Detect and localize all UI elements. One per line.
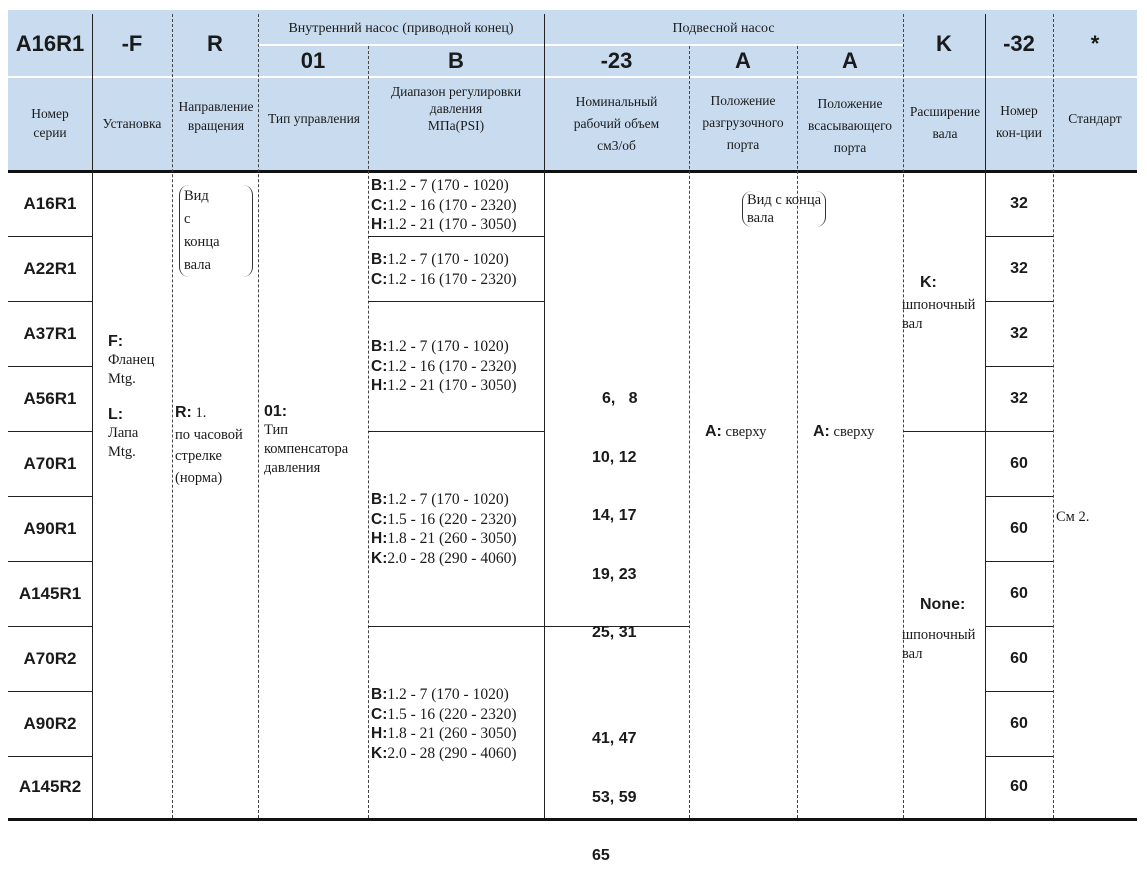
code-rotation: R bbox=[207, 31, 223, 56]
pressure-group bbox=[371, 250, 517, 289]
code-suction: A bbox=[842, 48, 858, 73]
shaft-k-line: шпоночный bbox=[902, 297, 976, 313]
design-cell: 60 bbox=[1010, 455, 1028, 472]
standard-note: См 2. bbox=[1056, 509, 1090, 525]
volume-value: 14, 17 bbox=[592, 507, 637, 524]
col-line bbox=[903, 14, 904, 818]
label-suction-line: Положение bbox=[817, 96, 883, 111]
label-rotation-line: Направление bbox=[178, 99, 254, 114]
label-pressure bbox=[368, 78, 544, 138]
rotation-view-line: Вид bbox=[184, 188, 209, 204]
series-cell: A70R1 bbox=[23, 454, 77, 473]
label-suction-line: порта bbox=[833, 140, 867, 155]
pressure-item: H:1.2 - 21 (170 - 3050) bbox=[371, 216, 517, 233]
rotation-view-line: с bbox=[184, 211, 191, 227]
pressure-item: B:1.2 - 7 (170 - 1020) bbox=[371, 251, 509, 268]
label-unload-line: порта bbox=[726, 137, 760, 152]
ports-view-note bbox=[742, 191, 826, 227]
shaft-k-text bbox=[902, 296, 975, 334]
col-line bbox=[92, 14, 93, 818]
series-cell: A22R1 bbox=[23, 259, 77, 278]
design-cell: 32 bbox=[1010, 325, 1028, 342]
series-cell: A37R1 bbox=[23, 324, 77, 343]
col-line bbox=[544, 14, 545, 818]
rotation-view-line: вала bbox=[184, 257, 211, 273]
rotation-text: 1. bbox=[195, 405, 207, 421]
ports-view-line: Вид с конца bbox=[747, 192, 822, 208]
header-bottom-line bbox=[8, 170, 1137, 173]
mount-f-text: Фланец bbox=[108, 352, 155, 368]
label-volume-line: см3/об bbox=[597, 138, 636, 153]
series-cell: A70R2 bbox=[23, 649, 77, 668]
volume-group-2 bbox=[592, 690, 636, 885]
rotation-text: стрелке bbox=[175, 448, 222, 464]
label-design-line: кон-ции bbox=[995, 125, 1043, 140]
control-code: 01: bbox=[264, 403, 288, 420]
unload-code: A: bbox=[705, 423, 722, 440]
header-divider-mid bbox=[258, 76, 903, 78]
pressure-item: K:2.0 - 28 (290 - 4060) bbox=[371, 744, 517, 762]
label-design-line: Номер bbox=[1000, 103, 1038, 118]
rotation-view-line: конца bbox=[184, 234, 220, 250]
pressure-group bbox=[371, 490, 517, 568]
rotation-view-note bbox=[179, 185, 253, 277]
label-control: Тип управления bbox=[267, 110, 361, 126]
control-text: Тип bbox=[264, 422, 289, 438]
suction-option bbox=[813, 422, 874, 442]
label-volume bbox=[544, 78, 689, 170]
label-volume-line: Номинальный bbox=[575, 94, 658, 109]
volume-value: 6, 8 bbox=[602, 390, 638, 407]
pressure-item: H:1.2 - 21 (170 - 3050) bbox=[371, 377, 517, 394]
label-pressure-line: МПа(PSI) bbox=[427, 117, 485, 133]
code-volume: -23 bbox=[600, 48, 633, 73]
pressure-item: K:2.0 - 28 (290 - 4060) bbox=[371, 549, 517, 567]
shaft-none-code: None: bbox=[920, 596, 966, 613]
label-shaft-line: вала bbox=[932, 126, 958, 141]
series-cell: A145R2 bbox=[18, 777, 82, 796]
col-line bbox=[797, 46, 798, 818]
control-text: компенсатора bbox=[264, 441, 349, 457]
design-cell: 60 bbox=[1010, 520, 1028, 537]
shaft-none-line: вал bbox=[902, 646, 923, 662]
pressure-item: C:1.2 - 16 (170 - 2320) bbox=[371, 357, 517, 375]
shaft-k-line: вал bbox=[902, 316, 923, 332]
pressure-item: B:1.2 - 7 (170 - 1020) bbox=[371, 491, 509, 508]
code-mount: -F bbox=[121, 31, 143, 56]
design-cell: 32 bbox=[1010, 260, 1028, 277]
design-cell: 60 bbox=[1010, 778, 1028, 795]
mount-l-text: Лапа bbox=[108, 425, 139, 441]
mount-f-code: F: bbox=[108, 333, 124, 350]
col-line bbox=[1053, 14, 1054, 818]
label-unload bbox=[689, 78, 797, 168]
shaft-group-line bbox=[903, 431, 985, 432]
series-cell: A90R1 bbox=[23, 519, 77, 538]
suction-text: сверху bbox=[833, 424, 875, 440]
pressure-item: B:1.2 - 7 (170 - 1020) bbox=[371, 177, 509, 194]
pressure-group-line bbox=[368, 301, 544, 302]
code-control: 01 bbox=[300, 48, 326, 73]
volume-value: 25, 31 bbox=[592, 624, 637, 641]
control-text: давления bbox=[264, 460, 321, 476]
design-cell: 60 bbox=[1010, 585, 1028, 602]
code-shaft: K bbox=[936, 31, 952, 56]
rotation-code: R: bbox=[175, 404, 192, 421]
label-shaft-line: Расширение bbox=[909, 104, 981, 119]
label-volume-line: рабочий объем bbox=[573, 116, 660, 131]
label-unload-line: Положение bbox=[710, 93, 776, 108]
suction-code: A: bbox=[813, 423, 830, 440]
design-cell: 60 bbox=[1010, 650, 1028, 667]
col-line bbox=[689, 46, 690, 818]
control-option bbox=[264, 402, 374, 478]
label-series-line: серии bbox=[33, 125, 67, 140]
design-cell: 32 bbox=[1010, 390, 1028, 407]
pressure-group bbox=[371, 685, 517, 763]
table-bottom-line bbox=[8, 818, 1137, 821]
label-series bbox=[8, 78, 92, 168]
label-pressure-line: Диапазон регулировки bbox=[390, 83, 522, 99]
pressure-item: C:1.2 - 16 (170 - 2320) bbox=[371, 270, 517, 288]
label-suction-line: всасывающего bbox=[807, 118, 893, 133]
label-rotation bbox=[168, 78, 264, 154]
shaft-none-line: шпоночный bbox=[902, 627, 976, 643]
rotation-option bbox=[175, 402, 265, 489]
label-design bbox=[985, 78, 1053, 166]
series-cell: A90R2 bbox=[23, 714, 77, 733]
pressure-item: B:1.2 - 7 (170 - 1020) bbox=[371, 686, 509, 703]
code-design: -32 bbox=[1003, 31, 1035, 56]
label-shaft bbox=[899, 78, 991, 168]
series-cell: A16R1 bbox=[23, 194, 77, 213]
pressure-item: C:1.5 - 16 (220 - 2320) bbox=[371, 705, 517, 723]
group-hang-pump: Подвесной насос bbox=[672, 21, 775, 36]
group-inner-pump: Внутренний насос (приводной конец) bbox=[288, 21, 514, 36]
shaft-k-code: K: bbox=[920, 274, 937, 291]
label-rotation-line: вращения bbox=[187, 118, 245, 133]
rotation-text: (норма) bbox=[175, 469, 223, 486]
mount-l-text: Mtg. bbox=[108, 444, 136, 460]
code-standard: * bbox=[1090, 31, 1100, 56]
label-suction bbox=[797, 78, 903, 174]
mount-options bbox=[108, 332, 174, 462]
volume-value: 65 bbox=[592, 847, 610, 864]
rotation-text: по часовой bbox=[175, 426, 243, 443]
header-divider-left bbox=[8, 76, 258, 78]
label-unload-line: разгрузочного bbox=[702, 115, 784, 130]
volume-value: 10, 12 bbox=[592, 448, 637, 466]
label-pressure-line: давления bbox=[429, 100, 483, 116]
ports-view-line: вала bbox=[747, 210, 774, 226]
design-cell: 60 bbox=[1010, 715, 1028, 732]
label-mount: Установка bbox=[102, 115, 162, 131]
volume-group-1 bbox=[592, 350, 638, 662]
volume-value: 41, 47 bbox=[592, 730, 637, 747]
pressure-item: C:1.5 - 16 (220 - 2320) bbox=[371, 510, 517, 528]
pressure-group-line bbox=[368, 626, 689, 627]
mount-f-text: Mtg. bbox=[108, 371, 136, 387]
series-cell: A145R1 bbox=[18, 584, 82, 603]
header-divider-top bbox=[258, 44, 903, 46]
label-series-line: Номер bbox=[31, 106, 69, 121]
pressure-item: C:1.2 - 16 (170 - 2320) bbox=[371, 196, 517, 214]
volume-value: 53, 59 bbox=[592, 788, 637, 806]
pressure-group bbox=[371, 176, 517, 235]
pressure-item: B:1.2 - 7 (170 - 1020) bbox=[371, 338, 509, 355]
code-pressure: B bbox=[448, 48, 464, 73]
header-divider-right bbox=[903, 76, 1137, 78]
pressure-group bbox=[371, 337, 517, 396]
pressure-group-line bbox=[368, 431, 544, 432]
series-cell: A56R1 bbox=[23, 389, 77, 408]
code-unload: A bbox=[735, 48, 751, 73]
unload-text: сверху bbox=[725, 424, 767, 440]
pressure-item: H:1.8 - 21 (260 - 3050) bbox=[371, 725, 517, 742]
pressure-group-line bbox=[368, 236, 544, 237]
design-cell: 32 bbox=[1010, 195, 1028, 212]
code-series: A16R1 bbox=[15, 31, 85, 56]
pressure-item: H:1.8 - 21 (260 - 3050) bbox=[371, 530, 517, 547]
label-standard: Стандарт bbox=[1068, 110, 1122, 126]
mount-l-code: L: bbox=[108, 406, 124, 423]
shaft-none-text bbox=[902, 626, 975, 664]
volume-value: 19, 23 bbox=[592, 565, 637, 583]
unload-option bbox=[705, 422, 766, 442]
